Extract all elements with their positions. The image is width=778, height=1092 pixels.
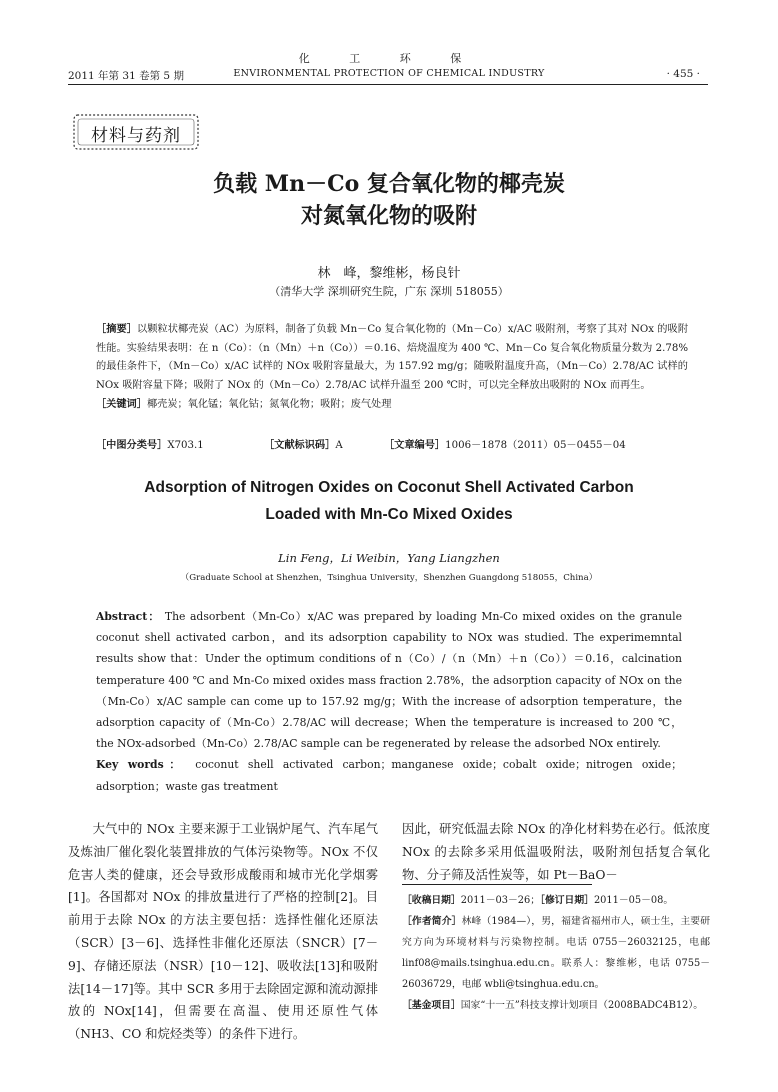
clc: ［中图分类号］X703.1	[96, 439, 204, 451]
footnote-author: ［作者简介］林峰（1984—），男，福建省福州市人，硕士生，主要研究方向为环境材料与污染物控制。电话 0755－26032125，电邮 linf08@mails.tsinghua.edu.cn。联系人：黎维彬，电话 0755－26036729，电邮 wbli@tsinghua.edu.cn。	[402, 916, 710, 990]
article-number: ［文章编号］1006－1878（2011）05－0455－04	[384, 439, 626, 451]
footnote-fund: ［基金项目］国家“十一五”科技支撑计划项目（2008BADC4B12）。	[402, 1000, 704, 1011]
abstract-en-paragraph	[96, 606, 682, 754]
title-cn-line1: 负载 Mn－Co 复合氧化物的椰壳炭	[213, 171, 565, 197]
title-cn-line2: 对氮氧化物的吸附	[300, 203, 477, 229]
title-cn	[0, 168, 778, 232]
footnote-dates: ［收稿日期］2011－03－26；［修订日期］2011－05－08。	[402, 895, 674, 906]
abstract-en-text: The adsorbent（Mn-Co）x/AC was prepared by loading Mn-Co mixed oxides on the granule coconut shell activated carbon，and its adsorption capability to NOx was studied. The experimemntal results show that：Under the optimum conditions of n（Co）/（n（Mn）＋n（Co））＝0.16，calcination temperature 400 ℃ and Mn-Co mixed oxides mass fraction 2.78%，the adsorption capacity of NOx on the（Mn-Co）x/AC sample can come up to 157.92 mg/g；With the increase of adsorption temperature，the adsorption capacity of（Mn-Co）2.78/AC will decrease；When the temperature is increased to 200 ℃，the NOx-adsorbed（Mn-Co）2.78/AC sample can be regenerated by release the adsorbed NOx entirely.	[96, 610, 682, 751]
abstract-cn-paragraph	[96, 320, 688, 395]
title-en-line1: Adsorption of Nitrogen Oxides on Coconut Shell Activated Carbon	[144, 479, 634, 496]
keywords-en-label: Key words：	[96, 758, 187, 772]
column-tag-label: 材料与药剂	[91, 126, 181, 146]
body-column-right	[402, 818, 710, 886]
affiliation-cn: （清华大学 深圳研究生院，广东 深圳 518055）	[269, 285, 509, 298]
volume-issue: 2011 年第 31 卷第 5 期	[68, 70, 184, 82]
body-paragraph-continued: 因此，研究低温去除 NOx 的净化材料势在必行。低浓度 NOx 的去除多采用低温吸附法，吸附剂包括复合氧化物、分子筛及活性炭等，如 Pt－BaO－	[402, 822, 710, 882]
body-column-left	[68, 818, 378, 1046]
keywords-en	[96, 754, 682, 796]
affiliation-en: （Graduate School at Shenzhen，Tsinghua University，Shenzhen Guangdong 518055，China）	[180, 573, 598, 583]
header-rule	[68, 84, 708, 85]
title-en-line2: Loaded with Mn-Co Mixed Oxides	[265, 506, 513, 523]
abstract-cn-label: ［摘要］	[96, 323, 138, 335]
authors-en: Lin Feng，Li Weibin，Yang Liangzhen	[278, 551, 500, 565]
footnote-rule	[402, 884, 592, 885]
keywords-cn-text: 椰壳炭；氧化锰；氧化钴；氮氧化物；吸附；废气处理	[146, 399, 392, 411]
title-en	[0, 474, 778, 528]
column-tag	[70, 112, 202, 152]
abstract-cn-text: 以颗粒状椰壳炭（AC）为原料，制备了负载 Mn－Co 复合氧化物的（Mn－Co）x/AC 吸附剂，考察了其对 NOx 的吸附性能。实验结果表明：在 n（Co）：（n（Mn）＋n（Co））＝0.16、焙烧温度为 400 ℃、Mn－Co 复合氧化物质量分数为 2.78% 的最佳条件下，（Mn－Co）x/AC 试样的 NOx 吸附容量最大，为 157.92 mg/g；随吸附温度升高，（Mn－Co）2.78/AC 试样的 NOx 吸附容量下降；吸附了 NOx 的（Mn－Co）2.78/AC 试样升温至 200 ℃时，可以完全释放出吸附的 NOx 而再生。	[96, 324, 689, 391]
page-number: · 455 ·	[666, 68, 700, 80]
journal-name-en: ENVIRONMENTAL PROTECTION OF CHEMICAL INDUSTRY	[233, 68, 545, 79]
authors-cn: 林 峰，黎维彬，杨良针	[317, 266, 461, 281]
keywords-cn	[96, 395, 688, 415]
footnote	[402, 890, 710, 1016]
keywords-en-text: coconut shell activated carbon；manganese oxide；cobalt oxide；nitrogen oxide；adsorption；waste gas treatment	[96, 758, 682, 793]
abstract-en	[96, 606, 682, 797]
abstract-cn	[96, 320, 688, 415]
keywords-cn-label: ［关键词］	[96, 398, 147, 411]
journal-name-cn: 化 工 环 保	[298, 52, 480, 65]
doc-code: ［文献标识码］A	[264, 439, 343, 451]
abstract-en-label: Abstract：	[96, 610, 161, 623]
body-paragraph: 大气中的 NOx 主要来源于工业锅炉尾气、汽车尾气及炼油厂催化裂化装置排放的气体污染物等。NOx 不仅危害人类的健康，还会导致形成酸雨和城市光化学烟雾[1]。各国都对 NOx 的排放量进行了严格的控制[2]。目前用于去除 NOx 的方法主要包括：选择性催化还原法（SCR）[3－6]、选择性非催化还原法（SNCR）[7－9]、存储还原法（NSR）[10－12]、吸收法[13]和吸附法[14－17]等。其中 SCR 多用于去除固定源和流动源排放的 NOx[14]，但需要在高温、使用还原性气体（NH3、CO 和烷烃类等）的条件下进行。	[68, 822, 378, 1042]
